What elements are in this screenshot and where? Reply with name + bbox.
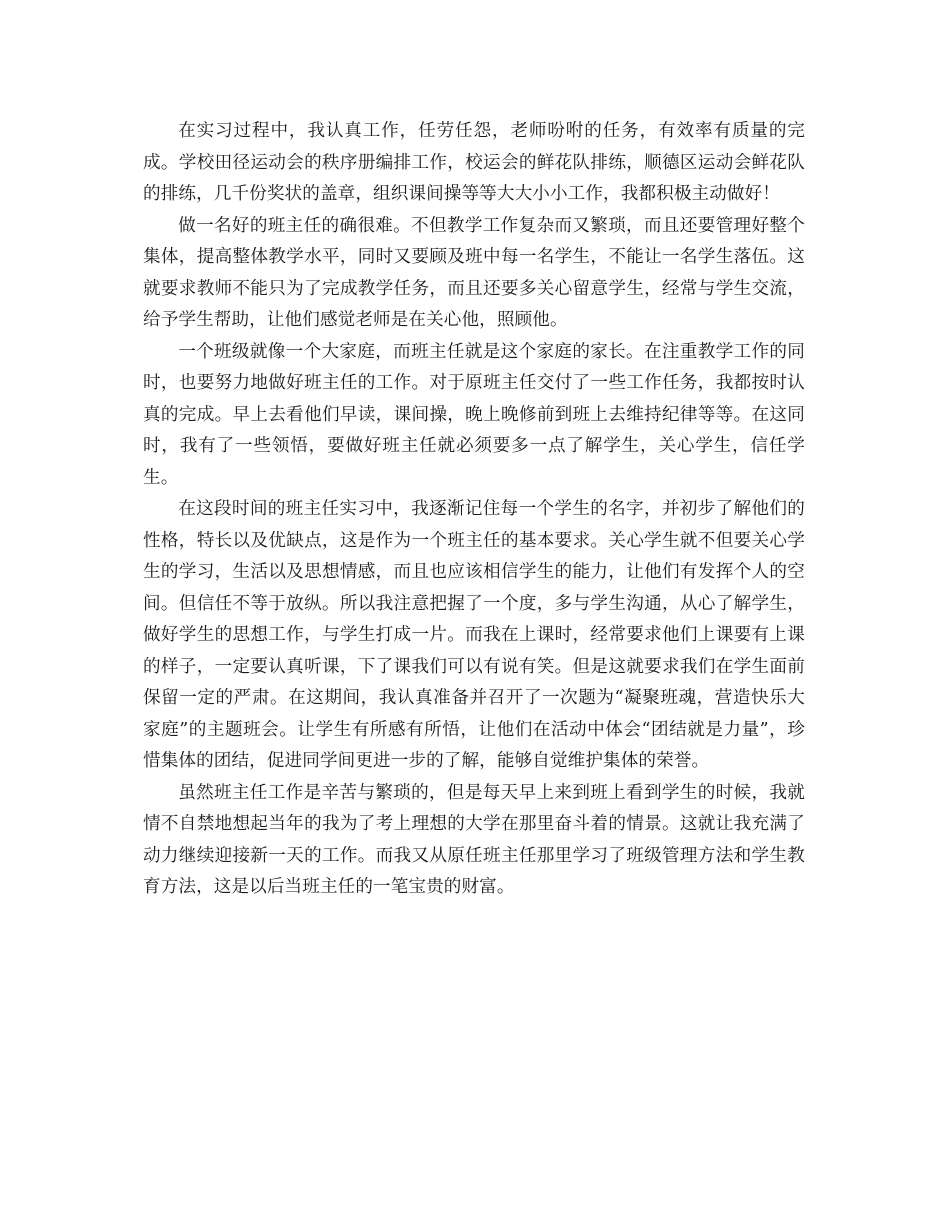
document-body (143, 116, 805, 904)
paragraph-3: 一个班级就像一个大家庭，而班主任就是这个家庭的家长。在注重教学工作的同时，也要努力地做好班主任的工作。对于原班主任交付了一些工作任务，我都按时认真的完成。早上去看他们早读，课间操，晚上晚修前到班上去维持纪律等等。在这同时，我有了一些领悟，要做好班主任就必须要多一点了解学生，关心学生，信任学生。 (143, 341, 805, 488)
paragraph-4: 在这段时间的班主任实习中，我逐渐记住每一个学生的名字，并初步了解他们的性格，特长以及优缺点，这是作为一个班主任的基本要求。关心学生就不但要关心学生的学习，生活以及思想情感，而且也应该相信学生的能力，让他们有发挥个人的空间。但信任不等于放纵。所以我注意把握了一个度，多与学生沟通，从心了解学生，做好学生的思想工作，与学生打成一片。而我在上课时，经常要求他们上课要有上课的样子，一定要认真听课，下了课我们可以有说有笑。但是这就要求我们在学生面前保留一定的严肃。在这期间，我认真准备并召开了一次题为“凝聚班魂，营造快乐大家庭”的主题班会。让学生有所感有所悟，让他们在活动中体会“团结就是力量”，珍惜集体的团结，促进同学间更进一步的了解，能够自觉维护集体的荣誉。 (143, 499, 805, 771)
paragraph-1: 在实习过程中，我认真工作，任劳任怨，老师吩咐的任务，有效率有质量的完成。学校田径运动会的秩序册编排工作，校运会的鲜花队排练，顺德区运动会鲜花队的排练，几千份奖状的盖章，组织课间操等等大大小小工作，我都积极主动做好！ (143, 121, 805, 204)
paragraph-2: 做一名好的班主任的确很难。不但教学工作复杂而又繁琐，而且还要管理好整个集体，提高整体教学水平，同时又要顾及班中每一名学生，不能让一名学生落伍。这就要求教师不能只为了完成教学任务，而且还要多关心留意学生，经常与学生交流，给予学生帮助，让他们感觉老师是在关心他，照顾他。 (143, 215, 805, 330)
paragraph-5: 虽然班主任工作是辛苦与繁琐的，但是每天早上来到班上看到学生的时候，我就情不自禁地想起当年的我为了考上理想的大学在那里奋斗着的情景。这就让我充满了动力继续迎接新一天的工作。而我又从原任班主任那里学习了班级管理方法和学生教育方法，这是以后当班主任的一笔宝贵的财富。 (143, 782, 805, 897)
